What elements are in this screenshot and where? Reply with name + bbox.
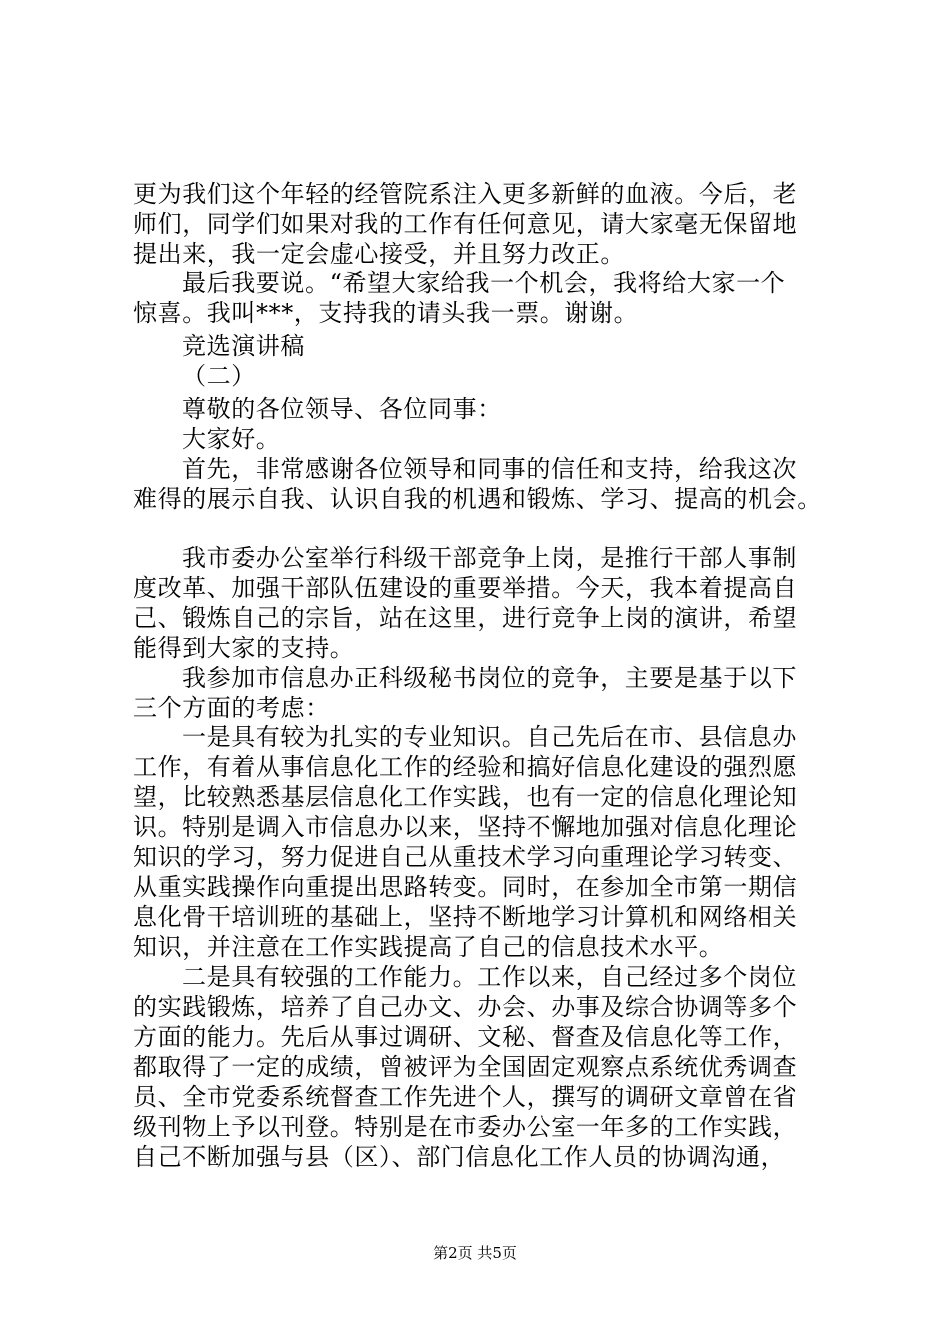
text-line: 惊喜。我叫***，支持我的请头我一票。谢谢。 xyxy=(133,299,639,327)
text-line: 知识的学习，努力促进自己从重技术学习向重理论学习转变、 xyxy=(133,843,798,871)
text-line: 都取得了一定的成绩，曾被评为全国固定观察点系统优秀调查 xyxy=(133,1053,798,1081)
text-line: 识。特别是调入市信息办以来，坚持不懈地加强对信息化理论 xyxy=(133,813,798,841)
text-line: 方面的能力。先后从事过调研、文秘、督查及信息化等工作， xyxy=(133,1023,798,1051)
text-line: 息化骨干培训班的基础上，坚持不断地学习计算机和网络相关 xyxy=(133,903,798,931)
text-line: 己、锻炼自己的宗旨，站在这里，进行竞争上岗的演讲，希望 xyxy=(133,604,798,632)
text-line: 员、全市党委系统督查工作先进个人，撰写的调研文章曾在省 xyxy=(133,1083,798,1111)
section-number: （二） xyxy=(182,362,256,390)
section-title: 竞选演讲稿 xyxy=(182,332,305,360)
text-line: 一是具有较为扎实的专业知识。自己先后在市、县信息办 xyxy=(182,723,797,751)
salutation: 尊敬的各位领导、各位同事： xyxy=(182,395,502,423)
text-line: 二是具有较强的工作能力。工作以来，自己经过多个岗位 xyxy=(182,963,797,991)
text-line: 能得到大家的支持。 xyxy=(133,634,355,662)
page-footer: 第2页 共5页 xyxy=(433,1244,517,1262)
text-line: 级刊物上予以刊登。特别是在市委办公室一年多的工作实践， xyxy=(133,1113,798,1141)
text-line: 三个方面的考虑： xyxy=(133,694,330,722)
text-line: 我市委办公室举行科级干部竞争上岗，是推行干部人事制 xyxy=(182,544,797,572)
text-line: 师们，同学们如果对我的工作有任何意见，请大家毫无保留地 xyxy=(133,210,798,238)
text-line: 自己不断加强与县（区）、部门信息化工作人员的协调沟通， xyxy=(133,1143,786,1171)
text-line: 首先，非常感谢各位领导和同事的信任和支持，给我这次 xyxy=(182,455,797,483)
text-line: 更为我们这个年轻的经管院系注入更多新鲜的血液。今后，老 xyxy=(133,180,798,208)
text-line: 工作，有着从事信息化工作的经验和搞好信息化建设的强烈愿 xyxy=(133,753,798,781)
text-line: 望，比较熟悉基层信息化工作实践，也有一定的信息化理论知 xyxy=(133,783,798,811)
text-line: 我参加市信息办正科级秘书岗位的竞争，主要是基于以下 xyxy=(182,664,797,692)
text-line: 的实践锻炼，培养了自己办文、办会、办事及综合协调等多个 xyxy=(133,993,798,1021)
text-line: 知识，并注意在工作实践提高了自己的信息技术水平。 xyxy=(133,933,724,961)
text-line: 难得的展示自我、认识自我的机遇和锻炼、学习、提高的机会。 xyxy=(133,485,822,513)
text-line: 最后我要说。“希望大家给我一个机会，我将给大家一个 xyxy=(182,269,786,297)
text-line: 度改革、加强干部队伍建设的重要举措。今天，我本着提高自 xyxy=(133,574,798,602)
greeting: 大家好。 xyxy=(182,425,281,453)
text-line: 提出来，我一定会虚心接受，并且努力改正。 xyxy=(133,240,625,268)
text-line: 从重实践操作向重提出思路转变。同时，在参加全市第一期信 xyxy=(133,873,798,901)
